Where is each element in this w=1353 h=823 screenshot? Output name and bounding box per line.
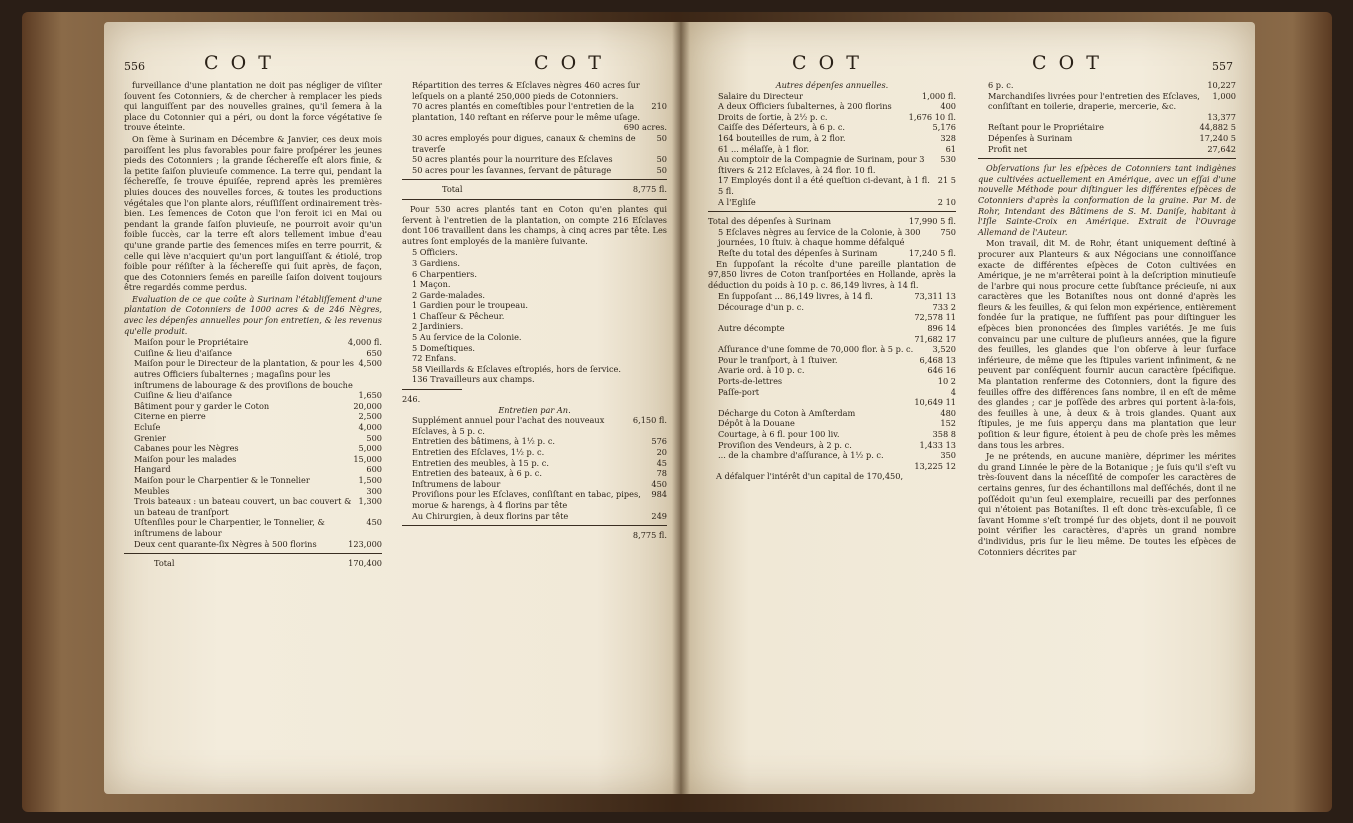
item-label: Caiſſe des Déſerteurs, à 6 p. c. <box>718 122 846 133</box>
item-label <box>708 397 911 408</box>
item-value: 2,500 <box>358 411 382 422</box>
paragraph: En ſuppoſant la récolte d'une pareille plantation de 97,850 livres de Coton tranſportées en Hollande, après la déduction du poids à 10 p. c. 86,149 livres, à 14 fl. <box>708 258 956 290</box>
item-label: Deux cent quarante-ſix Nègres à 500 florins <box>134 538 317 549</box>
item-value: 17,240 5 <box>1199 132 1236 143</box>
right-page <box>680 22 1255 794</box>
running-head-right: C O T <box>1032 52 1102 74</box>
item-label: Cabanes pour les Nègres <box>134 443 239 454</box>
list-item <box>708 91 956 102</box>
list-item <box>708 355 956 366</box>
list-item <box>124 348 382 359</box>
item-label: Dépôt à la Douane <box>718 418 795 429</box>
item-value: 3,520 <box>932 344 956 355</box>
item-label: 6 p. c. <box>988 80 1014 90</box>
list-item <box>708 154 956 175</box>
list-item <box>978 112 1236 123</box>
item-value: 210 <box>651 101 667 112</box>
item-label: Paſſe-port <box>718 386 760 397</box>
calc-list <box>708 291 956 471</box>
item-value: 750 <box>940 226 956 237</box>
list-item <box>124 337 382 348</box>
list-item <box>978 91 1236 112</box>
list-item: 1 Gardien pour le troupeau. <box>412 300 529 311</box>
item-label: A deux Officiers ſubalternes, à 200 florins <box>718 101 892 112</box>
item-label: Autre décompte <box>718 323 785 334</box>
list-item <box>978 144 1236 155</box>
total-row: Total des dépenſes à Surinam 17,990 5 fl. <box>708 216 956 227</box>
list-item <box>124 390 382 401</box>
expense-list <box>708 91 956 208</box>
list-item <box>978 133 1236 144</box>
item-label: En ſuppoſant ... 86,149 livres, à 14 fl. <box>718 291 873 302</box>
list-item <box>708 101 956 112</box>
item-label: Ports-de-lettres <box>718 376 783 387</box>
item-label: Pour le tranſport, à 1 ſtuiver. <box>718 354 838 365</box>
item-value: 450 <box>366 517 382 528</box>
item-value: 733 2 <box>932 301 956 312</box>
list-item <box>708 387 956 398</box>
item-label: 70 acres plantés en comeſtibles pour l'entretien de la plantation, 140 reſtant en réſerve pour le même uſage. <box>412 101 640 122</box>
paragraph: On ſème à Surinam en Décembre & Janvier, ces deux mois paroiſſent les plus favorables pour faire proſpérer les jeunes pieds des Cotonniers ; la grande ſéchereſſe eſt alors finie, & la petite ſaiſon pluvieuſe commence. La terre qui, pendant la ſéchereſſe, ſe trouve épuiſée, reprend après les premières pluies douces des nouvelles forces, & toutes les productions végétales que l'on plante alors, réuſſiſſent ordinairement très-bien. Les ſemences de Coton que l'on feroit ici en Mai ou pendant la grande ſaiſon pluvieuſe, ne pourroit avoir qu'un foible ſuccès, car la terre eſt alors tellement imbue d'eau qu'une grande partie des ſemences miſes en terre pourrit, & celle qui lève n'acquiert qu'un port languiſſant & étiolé, trop foible pour réſiſter à la ſéchereſſe qui ſuit après, de façon, que des Cotonniers ſemés en pareille ſaiſon doivent toujours être regardés comme perdus. <box>124 133 382 293</box>
list-item <box>708 248 956 259</box>
right-column-1 <box>708 80 956 483</box>
item-value: 17,240 5 fl. <box>908 247 956 258</box>
list-item: 3 Gardiens. <box>412 257 460 268</box>
item-value: 71,682 17 <box>914 333 956 344</box>
item-value: 10 2 <box>937 376 956 387</box>
list-item <box>402 458 667 469</box>
item-label: 5 Eſclaves nègres au ſervice de la Colonie, à 300 journées, 10 ſtuiv. à chaque homme défalqué <box>718 226 921 248</box>
item-label: Maiſon pour les malades <box>134 453 237 464</box>
list-item <box>708 323 956 334</box>
item-value: 4,500 <box>358 358 382 369</box>
item-label: 164 bouteilles de rum, à 2 flor. <box>718 132 846 143</box>
item-value: 50 <box>656 154 667 165</box>
item-label: ... de la chambre d'aſſurance, à 1½ p. c. <box>718 450 884 461</box>
list-item <box>708 334 956 345</box>
list-item <box>708 227 956 248</box>
list-item <box>402 436 667 447</box>
item-value: 1,000 <box>1212 90 1236 101</box>
item-value: 6,468 13 <box>919 354 956 365</box>
list-item <box>124 496 382 517</box>
item-label <box>708 334 911 345</box>
item-label: Trois bateaux : un bateau couvert, un bac couvert & un bateau de tranſport <box>134 496 352 517</box>
list-item <box>402 133 667 154</box>
item-label: Entretien des Eſclaves, 1½ p. c. <box>412 447 545 457</box>
list-item <box>708 122 956 133</box>
item-value: 896 14 <box>927 323 956 334</box>
paragraph: furveillance d'une plantation ne doit pas négliger de viſiter ſouvent ſes Cotonniers, & de chercher à remplacer les pieds qui languiſſent par des nouvelles graines, qu'il ſemera à la place du Cotonnier qui a péri, ou dont la force végétative ſe trouve éteinte. <box>124 80 382 133</box>
profit-list <box>978 80 1236 154</box>
item-label: Entretien des meubles, à 15 p. c. <box>412 457 549 468</box>
item-value: 15,000 <box>353 453 382 464</box>
list-item <box>124 443 382 454</box>
section-heading: Evaluation de ce que coûte à Surinam l'établiſſement d'une plantation de Cotonniers de 1000 acres & de 246 Nègres, avec les dépenſes annuelles pour ſon entretien, & les revenus qu'elle produit. <box>124 293 382 336</box>
item-label: Meubles <box>134 485 170 496</box>
item-value: 10,227 <box>1207 80 1236 90</box>
item-label: Entretien des bateaux, à 6 p. c. <box>412 468 542 479</box>
count: 246. <box>402 394 421 405</box>
staff-list <box>402 247 667 385</box>
cost-list <box>124 337 382 549</box>
item-label: Hangard <box>134 464 171 475</box>
item-label: A l'Egliſe <box>718 196 756 207</box>
list-item <box>402 511 667 522</box>
item-value: 576 <box>651 436 667 447</box>
item-label: Profit net <box>988 143 1028 154</box>
divider <box>402 525 667 526</box>
page-number-left: 556 <box>124 60 145 73</box>
acre-list <box>402 133 667 175</box>
list-item <box>124 401 382 412</box>
item-label: Supplément annuel pour l'achat des nouveaux Eſclaves, à 5 p. c. <box>412 415 605 436</box>
item-value: 10,649 11 <box>914 397 956 408</box>
list-item <box>708 376 956 387</box>
item-value: 4,000 fl. <box>347 337 382 348</box>
item-value: 21 5 <box>937 175 956 186</box>
item-value: 358 8 <box>932 429 956 439</box>
item-value: 61 <box>945 143 956 154</box>
item-value: 123,000 <box>348 538 382 549</box>
section-heading: Obſervations ſur les eſpèces de Cotonniers tant indigènes que cultivées actuellement en Amérique, avec un eſſai d'une nouvelle Méthode pour diſtinguer les différentes eſpèces de Cotonniers d'après la conformation de la graine. Par M. de Rohr, Intendant des Bâtimens de S. M. Daniſe, habitant à l'Iſle Sainte-Croix en Amérique. Extrait de l'Ouvrage Allemand de l'Auteur. <box>978 163 1236 237</box>
left-page <box>104 22 684 794</box>
item-label <box>978 112 1204 123</box>
divider <box>124 553 382 554</box>
item-value: 13,377 <box>1207 111 1236 122</box>
item-label: Proviſions pour les Eſclaves, conſiſtant en tabac, pipes, morue & harengs, à 4 florins par tête <box>412 489 641 510</box>
divider <box>402 199 667 200</box>
list-item <box>708 312 956 323</box>
list-item: 6 Charpentiers. <box>412 268 477 279</box>
list-item <box>708 408 956 419</box>
item-value: 50 <box>656 132 667 143</box>
item-label: Courtage, à 6 fl. pour 100 liv. <box>718 429 840 439</box>
list-item: 72 Enfans. <box>412 353 457 364</box>
list-item <box>402 80 667 101</box>
item-value: 650 <box>366 347 382 358</box>
divider <box>708 211 956 212</box>
item-value <box>664 80 667 101</box>
list-item <box>708 397 956 408</box>
item-label <box>708 312 911 323</box>
paragraph: Mon travail, dit M. de Rohr, étant uniquement deſtiné à procurer aux Planteurs & aux Négocians une connoiſſance exacte de différentes eſpèces de Coton cultivées en Amérique, je ne m'arrêterai point à la deſcription minutieuſe de l'arbre qui nous procure cette ſubſtance précieuſe, ni aux caractères que les Botaniſtes nous ont donné d'après les fleurs & les feuilles, & qui ſelon mon expérience, entièrement fondée ſur la pratique, ne ſuffiſent pas pour diſtinguer les eſpèces bien prononcées des ſimples variétés. Je me ſuis convaincu par une culture de pluſieurs années, que la figure des feuilles, les glandes que l'on obſerve à leur ſurface inférieure, de même que les ſtipules varient infiniment, & ne peuvent par conſéquent fournir aucun caractère ſpécifique. Ma plantation renferme des Cotonniers, dont la figure des feuilles offre des différences ſans nombre, il en eſt de même des glandes ; car je poſſède des arbres qui portent à-la-fois, des feuilles à une, à deux & à trois glandes. Quant aux ſtipules, je me ſuis apperçu dans ma plantation que leur poſition & leur figure, étoient à peu de choſe près les mêmes dans tous les arbres. <box>978 238 1236 450</box>
item-label: Uſtenſiles pour le Charpentier, le Tonnelier, & inſtrumens de labour <box>134 517 325 538</box>
list-item <box>124 517 382 538</box>
item-value: 4 <box>950 386 956 397</box>
page-number-right: 557 <box>1212 60 1233 73</box>
item-label: Maiſon pour le Propriétaire <box>134 337 249 348</box>
item-value: 350 <box>940 450 956 461</box>
item-value: 300 <box>366 485 382 496</box>
entretien-list <box>402 415 667 521</box>
item-value: 78 <box>656 468 667 479</box>
subheading: Autres dépenſes annuelles. <box>775 80 889 90</box>
item-value: 20 <box>656 447 667 457</box>
item-value: 27,642 <box>1207 143 1236 154</box>
item-label: Dépenſes à Surinam <box>988 132 1073 143</box>
item-label: Répartition des terres & Eſclaves nègres 460 acres ſur leſquels on a planté 250,000 pieds de Cotonniers. <box>412 80 640 101</box>
list-item <box>402 415 667 436</box>
item-label: 50 acres pour les ſavannes, ſervant de pâturage <box>412 164 612 175</box>
item-label: 61 ... mélaſſe, à 1 flor. <box>718 143 809 154</box>
item-value: 4,000 <box>358 422 382 432</box>
paragraph: Je ne prétends, en aucune manière, déprimer les mérites du grand Linnée le père de la Botanique ; je ſuis qu'il s'eſt vu très-ſouvent dans la néceſſité de compoſer les caractères de certains genres, ſur des échantillons mal deſſéchés, dont il ne poſſédoit qu'un ſeul exemplaire, recueilli par des perſonnes qui n'étoient pas Botaniſtes. Il eſt donc très-excuſable, ſi ce ſavant Homme s'eſt trompé ſur des objets, dont il ne pouvoit point vérifier les caractères, d'après un grand nombre d'individus, pris ſur le lieu même. De toutes les eſpèces de Cotonniers décrites par <box>978 451 1236 557</box>
item-label: Droits de ſortie, à 2½ p. c. <box>718 111 828 122</box>
item-value: 45 <box>656 457 667 468</box>
item-value: 249 <box>651 510 667 521</box>
total-row: Total 8,775 fl. <box>442 184 667 195</box>
expense-list-2 <box>708 227 956 259</box>
list-item <box>708 291 956 302</box>
left-column-1 <box>124 80 382 569</box>
item-label: Maiſon pour le Directeur de la plantation, & pour les autres Officiers ſubalternes ; magaſins pour les inſtrumens de labourage & des proviſions de bouche <box>134 358 355 390</box>
item-value: 5,000 <box>358 443 382 454</box>
item-label: Au Chirurgien, à deux florins par tête <box>412 510 569 521</box>
list-item <box>708 440 956 451</box>
item-value: 400 <box>940 101 956 112</box>
item-label: 50 acres plantés pour la nourriture des Eſclaves <box>412 154 613 165</box>
item-value: 1,000 fl. <box>921 90 956 101</box>
item-value: 20,000 <box>353 400 382 411</box>
list-item <box>708 133 956 144</box>
list-item <box>708 429 956 440</box>
item-label: Cuiſine & lieu d'aiſance <box>134 347 232 358</box>
list-item: 58 Vieillards & Eſclaves eſtropiés, hors de ſervice. <box>412 363 622 374</box>
list-item <box>124 539 382 550</box>
item-label: Maiſon pour le Charpentier & le Tonnelier <box>134 474 310 485</box>
list-item <box>708 461 956 472</box>
list-item <box>708 344 956 355</box>
divider <box>978 158 1236 159</box>
list-item: 1 Chaſſeur & Pêcheur. <box>412 310 505 321</box>
item-label: Ecluſe <box>134 422 161 432</box>
item-value: 6,150 fl. <box>632 415 667 426</box>
list-item <box>124 475 382 486</box>
list-item <box>124 358 382 390</box>
item-label: 30 acres employés pour digues, canaux & chemins de traverſe <box>412 132 636 154</box>
list-item <box>708 302 956 313</box>
list-item <box>124 486 382 497</box>
list-item <box>402 447 667 458</box>
left-column-2 <box>402 80 667 541</box>
item-value: 1,500 <box>358 474 382 485</box>
item-value: 72,578 11 <box>914 312 956 323</box>
running-head-right-col1: C O T <box>792 52 862 74</box>
item-label: Grenier <box>134 432 166 443</box>
item-value: 2 10 <box>937 196 956 207</box>
item-label: Au comptoir de la Compagnie de Surinam, pour 3 ſtivers & 212 Eſclaves, à 24 flor. 10 fl. <box>718 154 925 175</box>
item-value: 600 <box>366 464 382 475</box>
list-item <box>124 454 382 465</box>
item-label: Entretien des bâtimens, à 1½ p. c. <box>412 436 556 447</box>
list-item <box>402 479 667 490</box>
list-item: 5 Domeſtiques. <box>412 342 476 353</box>
list-item: 2 Jardiniers. <box>412 321 464 332</box>
item-label: Marchandiſes livrées pour l'entretien des Eſclaves, conſiſtant en toilerie, draperie, mercerie, &c. <box>988 90 1200 112</box>
item-label: Décharge du Coton à Amſterdam <box>718 407 856 418</box>
paragraph: A défalquer l'intérêt d'un capital de 170,450, <box>716 471 904 482</box>
item-value: 984 <box>651 489 667 500</box>
item-label: Avarie ord. à 10 p. c. <box>718 365 805 376</box>
item-value: 530 <box>940 154 956 165</box>
subheading: Entretien par An. <box>498 404 571 415</box>
item-value: 44,882 5 <box>1199 122 1236 133</box>
book-gutter <box>672 22 690 794</box>
list-item <box>708 112 956 123</box>
list-item <box>402 468 667 479</box>
list-item: 136 Travailleurs aux champs. <box>412 374 535 385</box>
item-label: Reſte du total des dépenſes à Surinam <box>718 247 878 258</box>
list-item: 5 Au ſervice de la Colonie. <box>412 332 522 343</box>
list-item <box>708 450 956 461</box>
list-item: 5 Officiers. <box>412 247 458 258</box>
list-item <box>124 433 382 444</box>
paragraph: Pour 530 acres plantés tant en Coton qu'en plantes qui ſervent à l'entretien de la plantation, on compte 216 Eſclaves dont 106 travaillent dans les champs, à cinq acres par tête. Les autres ſont employés de la manière ſuivante. <box>402 203 667 246</box>
item-value: 152 <box>940 418 956 429</box>
total-row: 8,775 fl. <box>632 530 667 541</box>
divider <box>402 179 667 180</box>
item-value: 5,176 <box>932 122 956 133</box>
item-value: 480 <box>940 407 956 418</box>
list-item <box>708 144 956 155</box>
list-item <box>402 101 667 122</box>
item-label: Salaire du Directeur <box>718 90 803 101</box>
item-value: 328 <box>940 132 956 143</box>
item-value: 646 16 <box>927 365 956 376</box>
list-item <box>708 418 956 429</box>
running-head-left-col2: C O T <box>534 52 604 74</box>
list-item <box>708 175 956 196</box>
item-label: Proviſion des Vendeurs, à 2 p. c. <box>718 439 852 450</box>
item-label: 17 Employés dont il a été queſtion ci-devant, à 1 fl. 5 fl. <box>718 175 930 196</box>
list-item <box>402 154 667 165</box>
item-label: Aſſurance d'une ſomme de 70,000 flor. à 5 p. c. <box>718 344 914 355</box>
list-item <box>124 464 382 475</box>
list-item <box>708 365 956 376</box>
item-value: 500 <box>366 432 382 443</box>
item-value: 73,311 13 <box>914 291 956 302</box>
list-item <box>708 197 956 208</box>
repartition-list <box>402 80 667 122</box>
list-item <box>978 122 1236 133</box>
item-label: Citerne en pierre <box>134 411 206 422</box>
right-column-2 <box>978 80 1236 558</box>
list-item: 2 Garde-malades. <box>412 289 486 300</box>
list-item: 1 Maçon. <box>412 279 451 290</box>
item-label: Reſtant pour le Propriétaire <box>988 122 1104 133</box>
item-value: 1,650 <box>358 390 382 401</box>
item-value: 13,225 12 <box>914 460 956 471</box>
item-label: Bâtiment pour y garder le Coton <box>134 400 270 411</box>
item-value: 450 <box>651 478 667 489</box>
item-value: 1,433 13 <box>919 439 956 450</box>
list-item <box>402 165 667 176</box>
list-item <box>402 489 667 510</box>
list-item <box>124 411 382 422</box>
list-item <box>124 422 382 433</box>
running-head-left: C O T <box>204 52 274 74</box>
divider <box>402 389 462 390</box>
total-row: Total 170,400 <box>154 558 382 569</box>
item-value: 1,676 10 ſl. <box>908 111 956 122</box>
item-label: Inſtrumens de labour <box>412 478 501 489</box>
item-value: 1,300 <box>358 496 382 507</box>
brace-total-row: 690 acres. <box>623 122 667 133</box>
list-item <box>978 80 1236 91</box>
item-label: Cuiſine & lieu d'aiſance <box>134 390 232 401</box>
item-label <box>708 461 911 472</box>
item-value: 50 <box>656 164 667 175</box>
item-label: Décourage d'un p. c. <box>718 301 804 312</box>
